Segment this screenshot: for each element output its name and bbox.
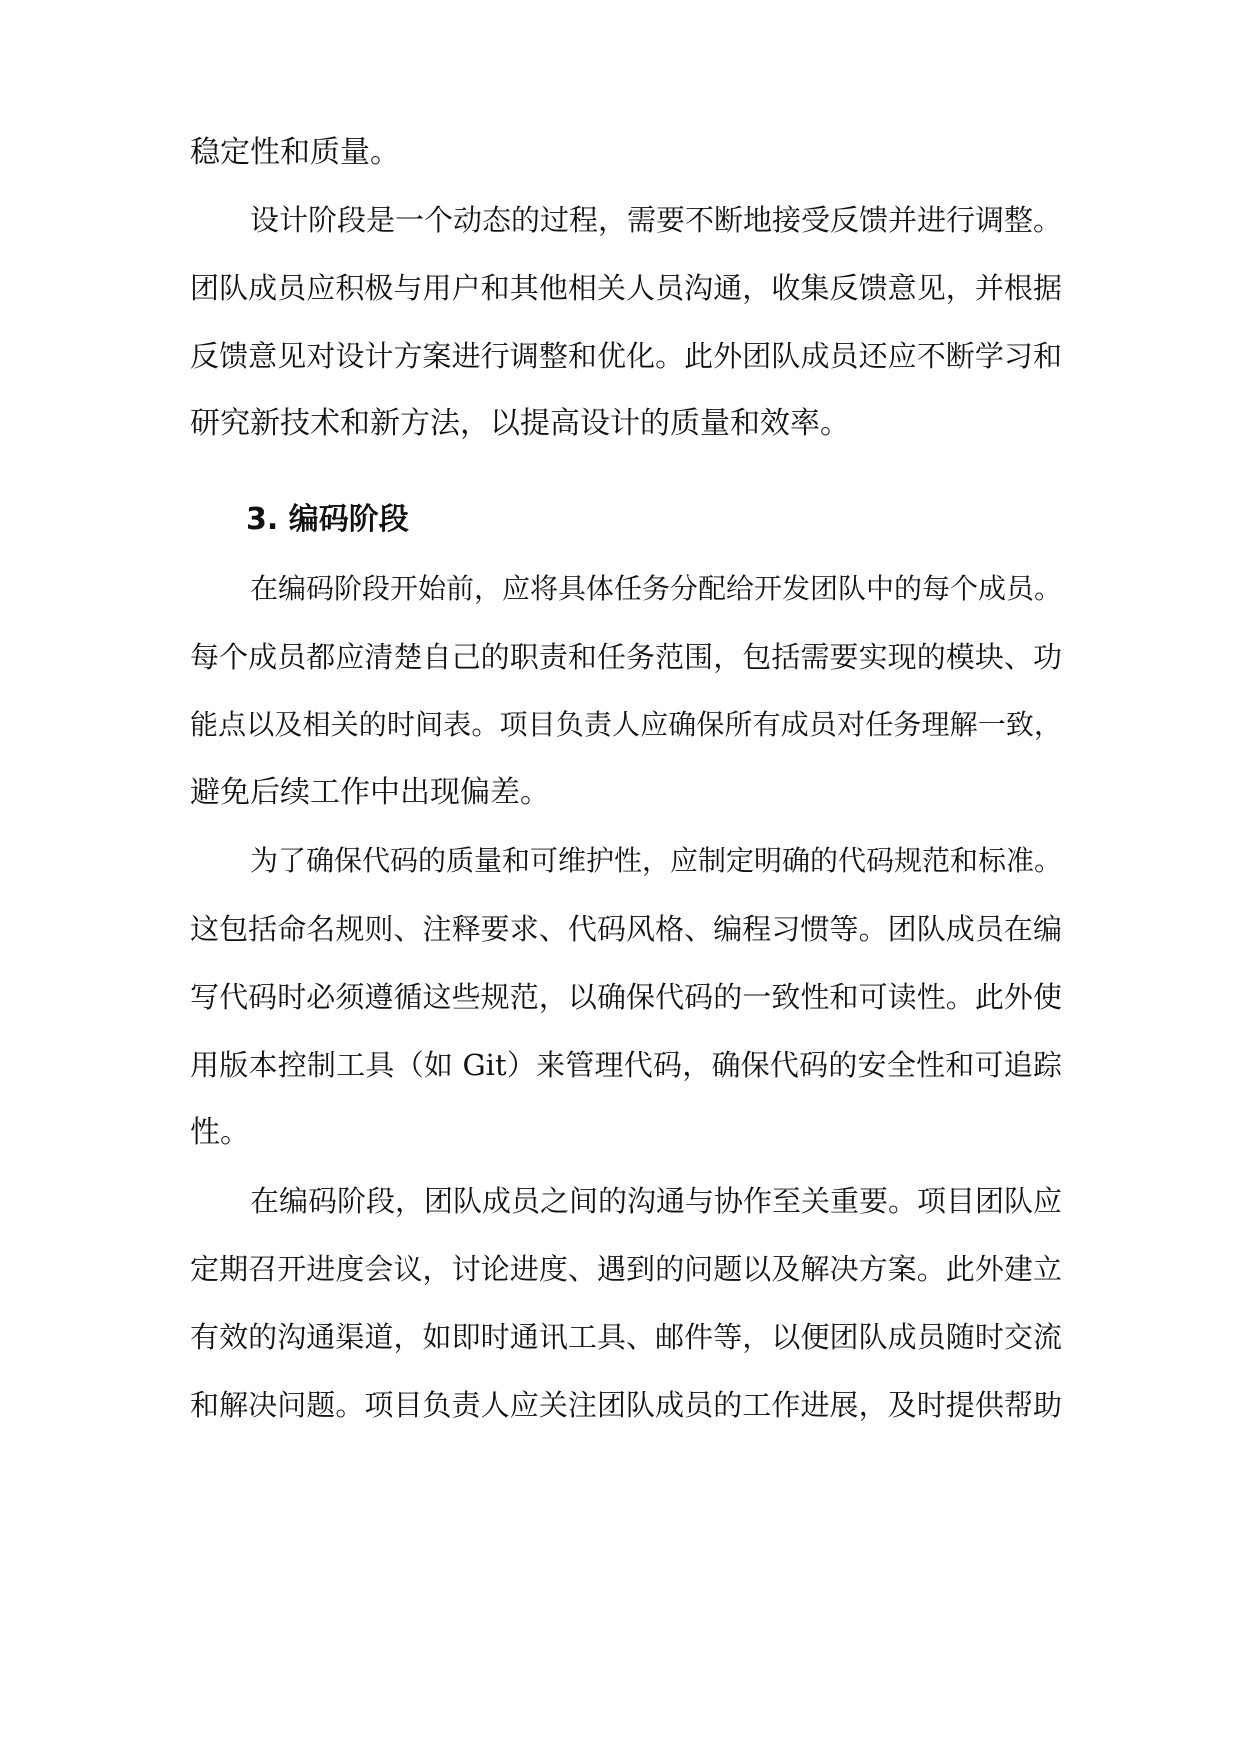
text-line: 设计阶段是一个动态的过程，需要不断地接受反馈并进行调整。	[250, 203, 1063, 237]
text-line: 团队成员应积极与用户和其他相关人员沟通，收集反馈意见，并根据	[190, 271, 1062, 305]
text-line: 这包括命名规则、注释要求、代码风格、编程习惯等。团队成员在编	[190, 912, 1062, 946]
text-line: 研究新技术和新方法，以提高设计的质量和效率。	[190, 406, 850, 441]
text-line: 性。	[190, 1115, 250, 1150]
text-line: 和解决问题。项目负责人应关注团队成员的工作进展，及时提供帮助	[190, 1388, 1062, 1422]
text-line: 反馈意见对设计方案进行调整和优化。此外团队成员还应不断学习和	[190, 339, 1062, 373]
section-heading: 3. 编码阶段	[246, 502, 409, 537]
text-line: 写代码时必须遵循这些规范，以确保代码的一致性和可读性。此外使	[190, 980, 1062, 1014]
text-line: 定期召开进度会议，讨论进度、遇到的问题以及解决方案。此外建立	[190, 1252, 1062, 1286]
text-line: 为了确保代码的质量和可维护性，应制定明确的代码规范和标准。	[250, 844, 1063, 877]
text-line: 有效的沟通渠道，如即时通讯工具、邮件等，以便团队成员随时交流	[190, 1320, 1062, 1354]
text-line: 在编码阶段，团队成员之间的沟通与协作至关重要。项目团队应	[250, 1184, 1063, 1218]
text-line: 能点以及相关的时间表。项目负责人应确保所有成员对任务理解一致，	[190, 708, 1062, 741]
text-line: 避免后续工作中出现偏差。	[190, 775, 550, 810]
text-line: 用版本控制工具（如 Git）来管理代码，确保代码的安全性和可追踪	[190, 1048, 1062, 1082]
text-line: 每个成员都应清楚自己的职责和任务范围，包括需要实现的模块、功	[190, 640, 1062, 674]
text-line: 在编码阶段开始前，应将具体任务分配给开发团队中的每个成员。	[250, 572, 1063, 605]
text-line: 稳定性和质量。	[190, 135, 400, 170]
